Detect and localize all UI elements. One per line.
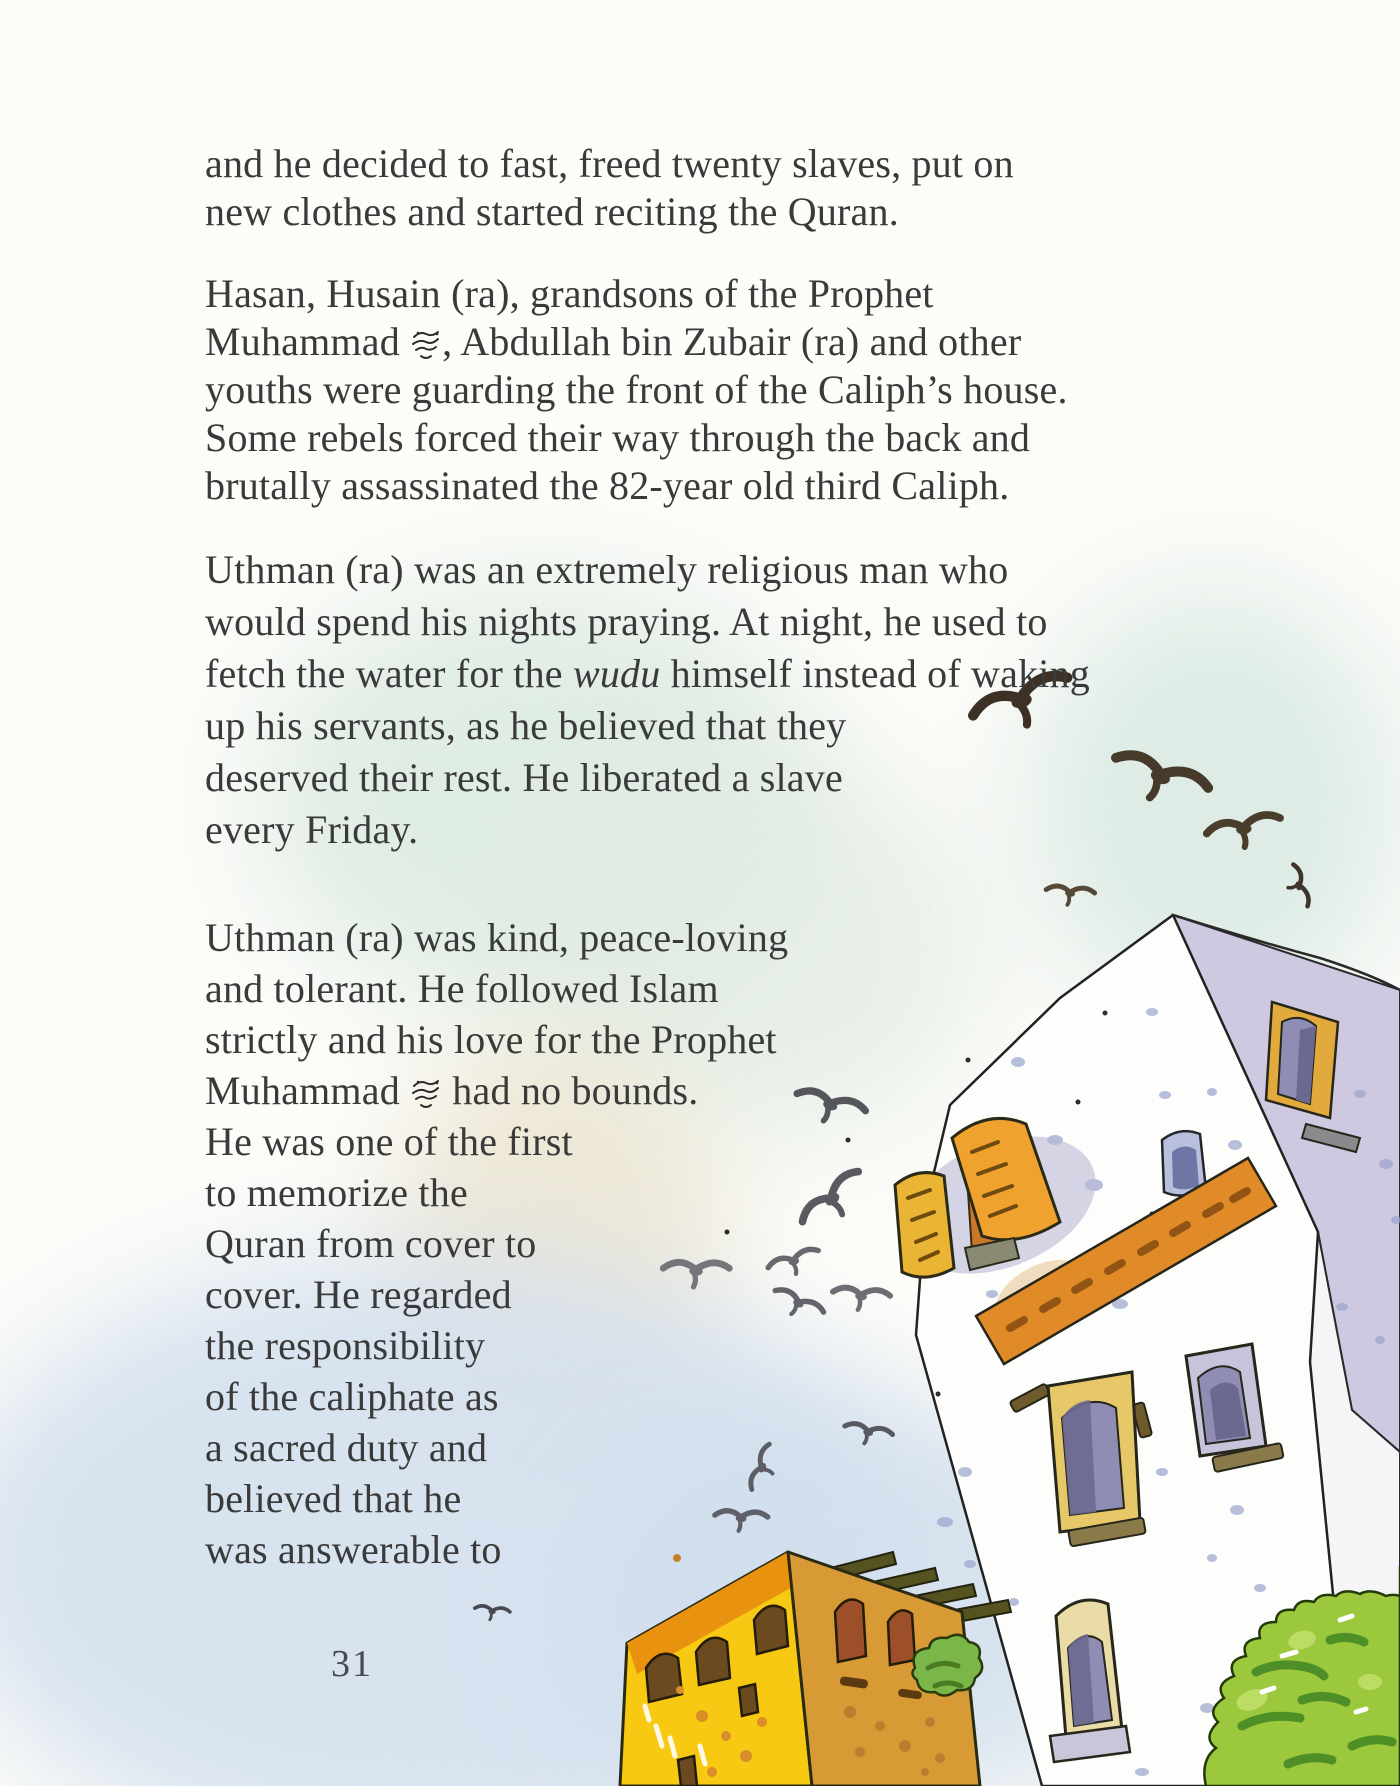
text-run: deserved their rest. He liberated a slave	[205, 755, 843, 800]
text-run: fetch the water for the	[205, 651, 573, 696]
text-run: Uthman (ra) was kind, peace-loving	[205, 915, 789, 960]
text-run: was answerable to	[205, 1527, 502, 1572]
text-run: to memorize the	[205, 1170, 468, 1215]
text-run: , Abdullah bin Zubair (ra) and other	[442, 319, 1022, 364]
text-run: a sacred duty and	[205, 1425, 488, 1470]
pbuh-calligraphy-icon	[410, 328, 442, 362]
text-run: Some rebels forced their way through the back and	[205, 415, 1031, 460]
yellow-building	[620, 1552, 1011, 1786]
page-number: 31	[331, 1643, 373, 1685]
text-line	[205, 1167, 1090, 1218]
text-run: strictly and his love for the Prophet	[205, 1017, 777, 1062]
text-line	[205, 414, 1090, 462]
text-run: Uthman (ra) was an extremely religious man who	[205, 547, 1009, 592]
text-run: had no bounds.	[442, 1068, 699, 1113]
text-run: cover. He regarded	[205, 1272, 512, 1317]
text-line	[205, 912, 1090, 963]
text-line	[205, 1524, 1090, 1575]
text-line	[205, 648, 1090, 700]
text-run: the responsibility	[205, 1323, 486, 1368]
text-line	[205, 544, 1090, 596]
text-line	[205, 318, 1090, 366]
text-line	[205, 700, 1090, 752]
bird-icon	[1283, 863, 1311, 910]
text-run: and he decided to fast, freed twenty slaves, put on	[205, 141, 1014, 186]
text-run: himself instead of waking	[660, 651, 1090, 696]
text-run: of the caliphate as	[205, 1374, 499, 1419]
text-line	[205, 270, 1090, 318]
text-run: wudu	[572, 651, 661, 696]
text-line	[205, 1269, 1090, 1320]
text-line	[205, 1371, 1090, 1422]
text-line	[205, 1422, 1090, 1473]
text-line	[205, 804, 1090, 856]
text-run: brutally assassinated the 82-year old third Caliph.	[205, 463, 1010, 508]
body-text	[205, 140, 1090, 1575]
paragraph	[205, 912, 1090, 1575]
paragraph	[205, 270, 1090, 510]
pbuh-calligraphy-icon	[410, 1077, 442, 1111]
text-run: He was one of the first	[205, 1119, 573, 1164]
eagle-bird-icon	[1205, 813, 1283, 852]
text-line	[205, 140, 1090, 188]
text-run: would spend his nights praying. At night, he used to	[205, 599, 1048, 644]
paragraph	[205, 140, 1090, 236]
text-line	[205, 1014, 1090, 1065]
text-line	[205, 1065, 1090, 1116]
text-line	[205, 188, 1090, 236]
text-line	[205, 462, 1090, 510]
text-run: and tolerant. He followed Islam	[205, 966, 719, 1011]
eagle-bird-icon	[1107, 746, 1211, 817]
text-run: every Friday.	[205, 807, 419, 852]
paragraph	[205, 544, 1090, 856]
text-line	[205, 963, 1090, 1014]
text-line	[205, 752, 1090, 804]
text-run: up his servants, as he believed that they	[205, 703, 847, 748]
text-line	[205, 1473, 1090, 1524]
text-line	[205, 1218, 1090, 1269]
text-line	[205, 596, 1090, 648]
text-run: Hasan, Husain (ra), grandsons of the Prophet	[205, 271, 934, 316]
text-run: Muhammad	[205, 1068, 411, 1113]
text-run: Quran from cover to	[205, 1221, 537, 1266]
bird-icon	[473, 1603, 510, 1623]
text-run: Muhammad	[205, 319, 411, 364]
text-run: believed that he	[205, 1476, 462, 1521]
text-run: youths were guarding the front of the Caliph’s house.	[205, 367, 1068, 412]
text-line	[205, 1116, 1090, 1167]
text-line	[205, 366, 1090, 414]
text-run: new clothes and started reciting the Quran.	[205, 189, 899, 234]
text-line	[205, 1320, 1090, 1371]
